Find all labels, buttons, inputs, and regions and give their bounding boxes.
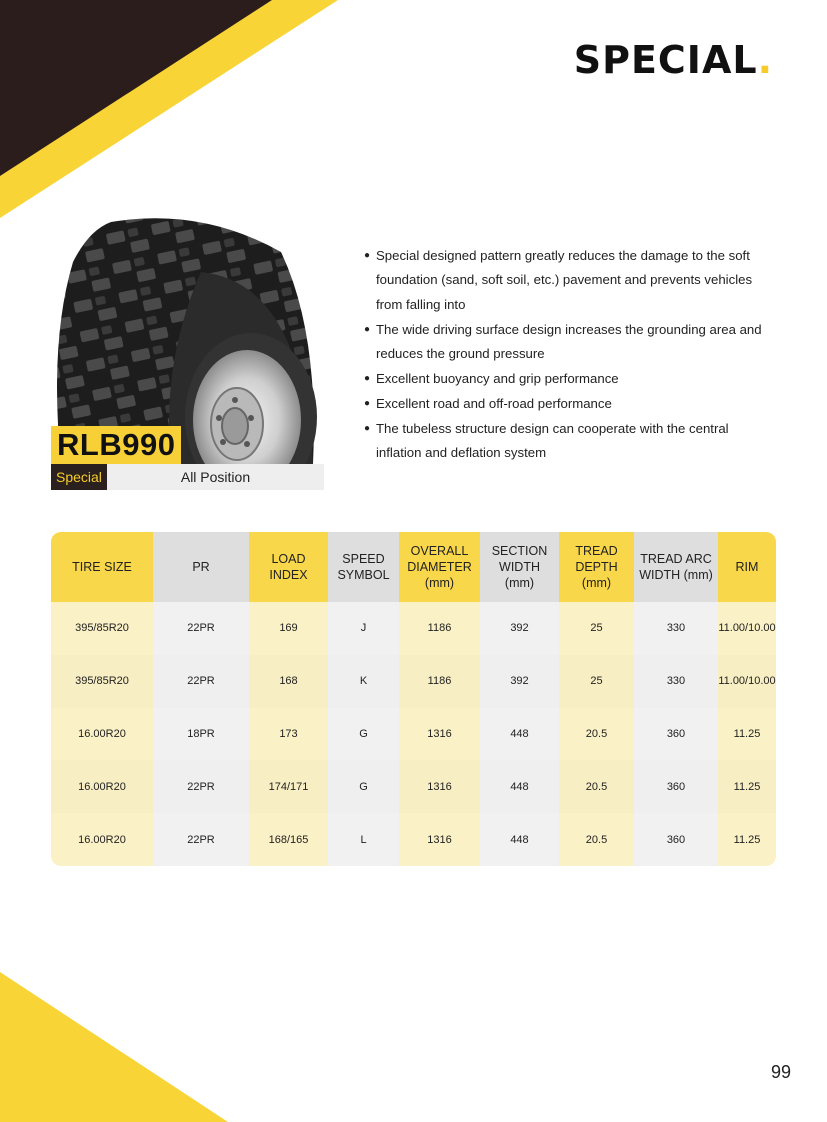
table-cell: 1316 bbox=[399, 708, 480, 761]
category-label: Special bbox=[51, 464, 107, 490]
bullet-dot-icon: ● bbox=[364, 373, 371, 385]
header-overall-diameter: OVERALL DIAMETER (mm) bbox=[399, 532, 480, 602]
table-cell: 18PR bbox=[153, 708, 249, 761]
table-cell: 168 bbox=[249, 655, 328, 708]
table-cell: 20.5 bbox=[559, 708, 634, 761]
table-cell: 1316 bbox=[399, 760, 480, 813]
feature-item: ● The wide driving surface design increases the grounding area and reduces the ground pressure bbox=[364, 318, 776, 367]
table-cell: 20.5 bbox=[559, 813, 634, 866]
table-cell: 360 bbox=[634, 813, 718, 866]
feature-list bbox=[364, 244, 776, 466]
bullet-dot-icon: ● bbox=[364, 422, 371, 434]
table-cell: G bbox=[328, 760, 399, 813]
header-tread-depth: TREAD DEPTH (mm) bbox=[559, 532, 634, 602]
header-tire-size: TIRE SIZE bbox=[51, 532, 153, 602]
table-cell: 25 bbox=[559, 655, 634, 708]
table-cell: 1316 bbox=[399, 813, 480, 866]
table-cell: 22PR bbox=[153, 655, 249, 708]
table-cell: 360 bbox=[634, 708, 718, 761]
table-cell: J bbox=[328, 602, 399, 655]
page-number: 99 bbox=[770, 1062, 791, 1082]
table-cell: 448 bbox=[480, 760, 559, 813]
feature-item: ● The tubeless structure design can cooperate with the central inflation and deflation system bbox=[364, 417, 776, 466]
table-cell: L bbox=[328, 813, 399, 866]
table-cell: 22PR bbox=[153, 760, 249, 813]
position-label: All Position bbox=[107, 464, 324, 490]
table-cell: K bbox=[328, 655, 399, 708]
header-pr: PR bbox=[153, 532, 249, 602]
table-cell: 448 bbox=[480, 813, 559, 866]
header-load-index: LOAD INDEX bbox=[249, 532, 328, 602]
bullet-dot-icon: ● bbox=[364, 397, 371, 409]
table-cell: 1186 bbox=[399, 602, 480, 655]
table-cell: 25 bbox=[559, 602, 634, 655]
table-cell: 448 bbox=[480, 708, 559, 761]
table-cell: 392 bbox=[480, 602, 559, 655]
table-cell: 11.25 bbox=[718, 760, 776, 813]
header-section-width: SECTION WIDTH (mm) bbox=[480, 532, 559, 602]
table-cell: 22PR bbox=[153, 602, 249, 655]
header-speed-symbol: SPEED SYMBOL bbox=[328, 532, 399, 602]
table-cell: 169 bbox=[249, 602, 328, 655]
table-cell: 395/85R20 bbox=[51, 655, 153, 708]
table-cell: 16.00R20 bbox=[51, 813, 153, 866]
bullet-dot-icon: ● bbox=[364, 323, 371, 335]
table-cell: 360 bbox=[634, 760, 718, 813]
table-cell: 16.00R20 bbox=[51, 760, 153, 813]
table-cell: 330 bbox=[634, 602, 718, 655]
table-cell: 1186 bbox=[399, 655, 480, 708]
header-rim: RIM bbox=[718, 532, 776, 602]
header-tread-arc-width: TREAD ARC WIDTH (mm) bbox=[634, 532, 718, 602]
table-cell: 16.00R20 bbox=[51, 708, 153, 761]
table-cell: 11.00/10.00 bbox=[718, 602, 776, 655]
table-cell: 174/171 bbox=[249, 760, 328, 813]
table-cell: 168/165 bbox=[249, 813, 328, 866]
table-cell: G bbox=[328, 708, 399, 761]
table-cell: 11.25 bbox=[718, 813, 776, 866]
table-cell: 20.5 bbox=[559, 760, 634, 813]
model-badge: RLB990 bbox=[51, 426, 181, 464]
table-cell: 11.25 bbox=[718, 708, 776, 761]
feature-item: ● Excellent buoyancy and grip performance bbox=[364, 367, 776, 391]
table-cell: 392 bbox=[480, 655, 559, 708]
table-cell: 330 bbox=[634, 655, 718, 708]
bullet-dot-icon: ● bbox=[364, 250, 371, 261]
page-title: SPECIAL. bbox=[573, 38, 773, 82]
table-cell: 173 bbox=[249, 708, 328, 761]
feature-item: ● Excellent road and off-road performance bbox=[364, 392, 776, 416]
bottom-left-yellow-triangle bbox=[0, 972, 228, 1122]
table-cell: 395/85R20 bbox=[51, 602, 153, 655]
feature-item: ● Special designed pattern greatly reduces the damage to the soft foundation (sand, soft soil, etc.) pavement and prevents vehicles from falling into bbox=[364, 244, 776, 317]
table-cell: 22PR bbox=[153, 813, 249, 866]
spec-table bbox=[51, 532, 776, 866]
category-bar bbox=[51, 464, 324, 490]
table-cell: 11.00/10.00 bbox=[718, 655, 776, 708]
